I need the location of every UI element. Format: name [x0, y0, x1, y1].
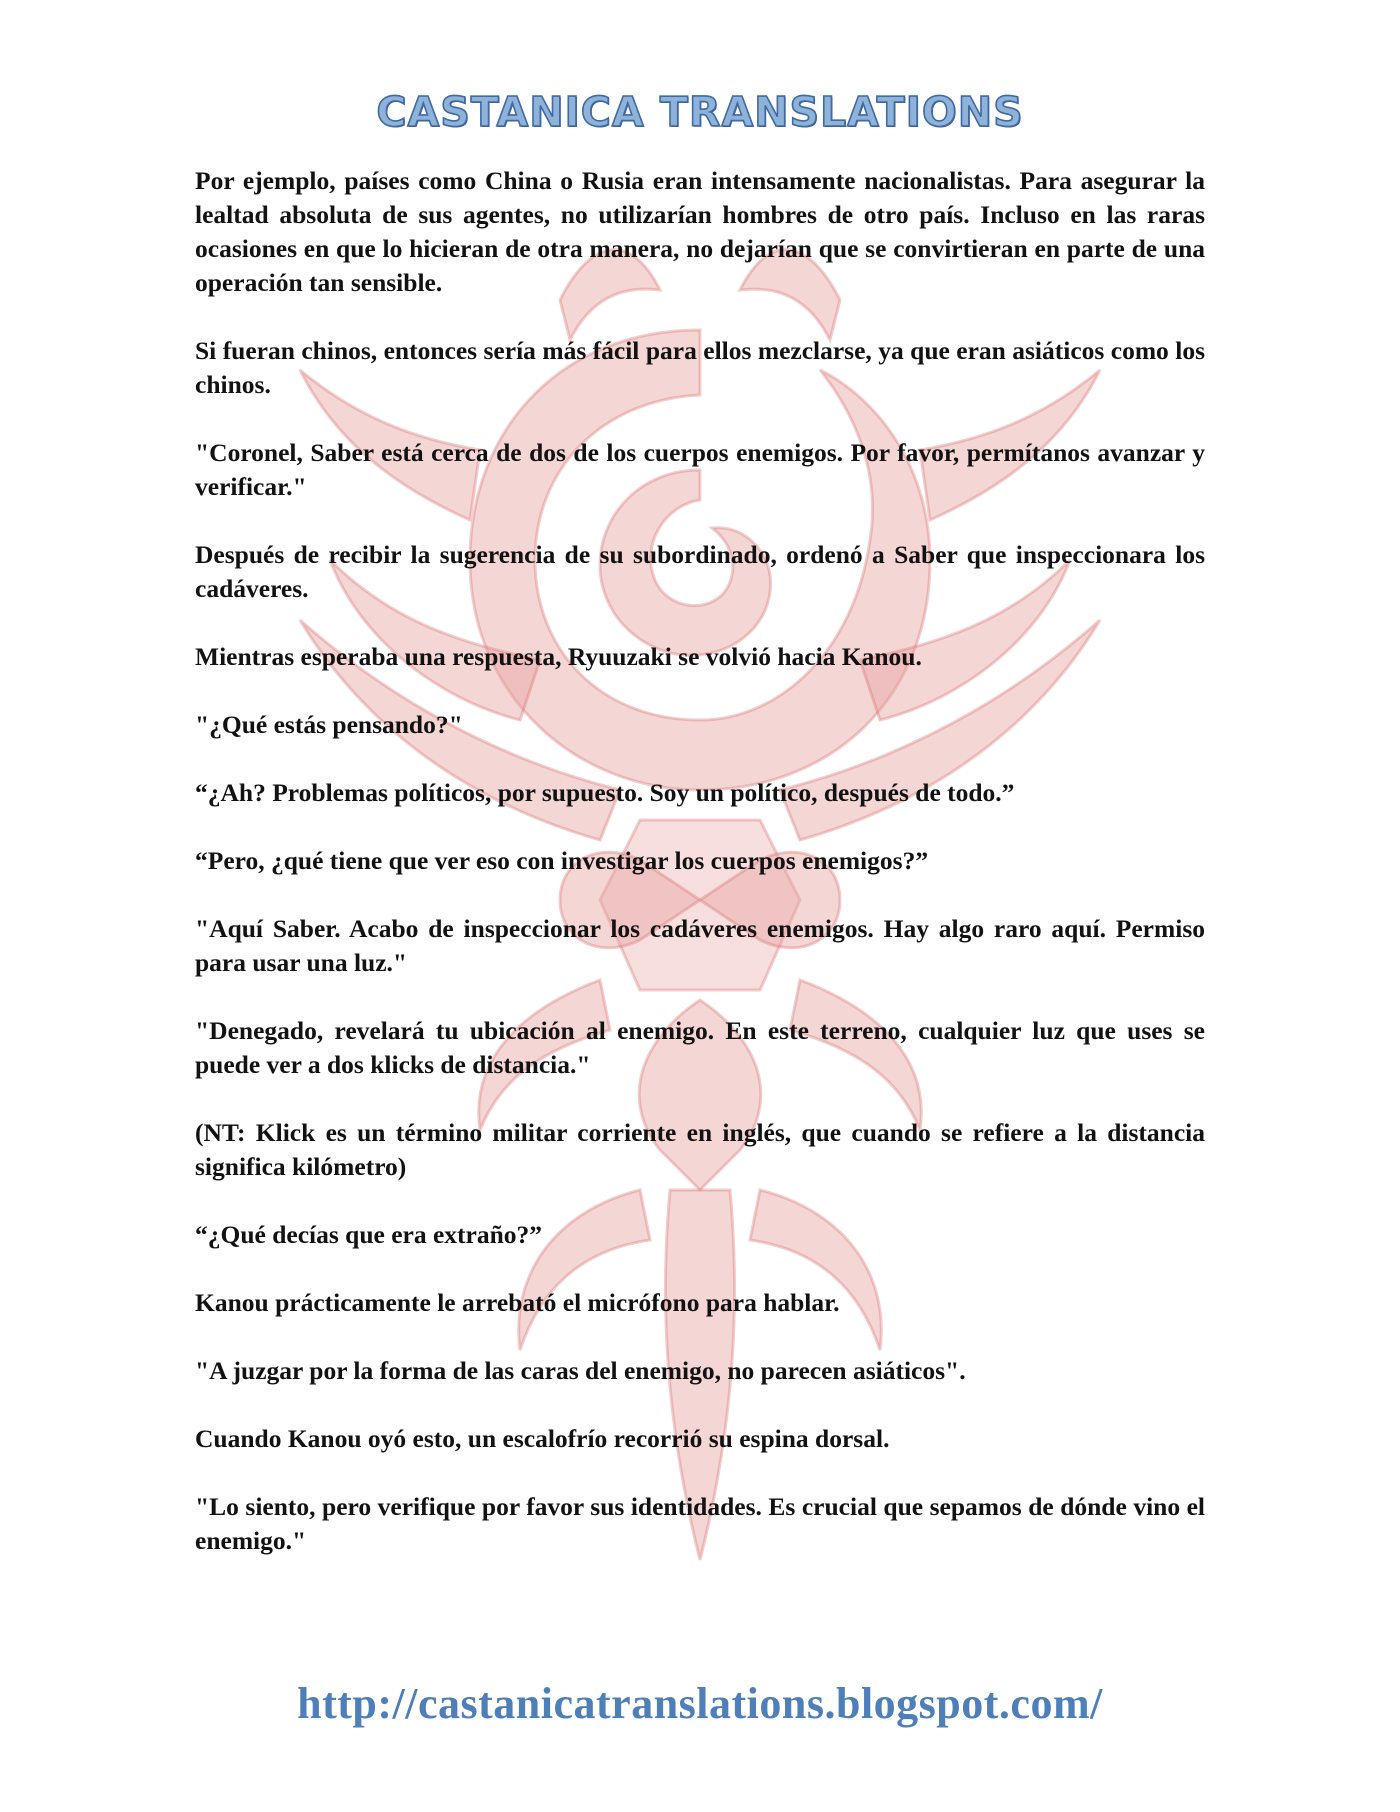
paragraph: (NT: Klick es un término militar corriente en inglés, que cuando se refiere a la distancia significa kilómetro): [195, 1118, 1205, 1181]
blog-url-link[interactable]: http://castanicatranslations.blogspot.com/: [297, 1679, 1103, 1728]
paragraph: Mientras esperaba una respuesta, Ryuuzaki se volvió hacia Kanou.: [195, 642, 922, 671]
site-title: CASTANICA TRANSLATIONS: [376, 88, 1024, 136]
paragraph: Si fueran chinos, entonces sería más fácil para ellos mezclarse, ya que eran asiáticos como los chinos.: [195, 336, 1205, 399]
paragraph: “Pero, ¿qué tiene que ver eso con investigar los cuerpos enemigos?”: [195, 846, 929, 875]
paragraph: Después de recibir la sugerencia de su subordinado, ordenó a Saber que inspeccionara los cadáveres.: [195, 540, 1205, 603]
paragraph: Kanou prácticamente le arrebató el micrófono para hablar.: [195, 1288, 840, 1317]
paragraph: “¿Qué decías que era extraño?”: [195, 1220, 543, 1249]
paragraph: "Denegado, revelará tu ubicación al enemigo. En este terreno, cualquier luz que uses se puede ver a dos klicks de distancia.": [195, 1016, 1205, 1079]
paragraph: Cuando Kanou oyó esto, un escalofrío recorrió su espina dorsal.: [195, 1424, 890, 1453]
paragraph: "A juzgar por la forma de las caras del enemigo, no parecen asiáticos".: [195, 1356, 966, 1385]
paragraph: "Lo siento, pero verifique por favor sus identidades. Es crucial que sepamos de dónde vino el enemigo.": [195, 1492, 1205, 1555]
chapter-text: [195, 164, 1205, 1592]
paragraph: Por ejemplo, países como China o Rusia eran intensamente nacionalistas. Para asegurar la lealtad absoluta de sus agentes, no utilizarían hombres de otro país. Incluso en las raras ocasiones en que lo hicieran de otra manera, no dejarían que se convirtieran en parte de una operación tan sensible.: [195, 166, 1205, 297]
paragraph: "Coronel, Saber está cerca de dos de los cuerpos enemigos. Por favor, permítanos avanzar y verificar.": [195, 438, 1205, 501]
paragraph: "Aquí Saber. Acabo de inspeccionar los cadáveres enemigos. Hay algo raro aquí. Permiso para usar una luz.": [195, 914, 1205, 977]
paragraph: “¿Ah? Problemas políticos, por supuesto. Soy un político, después de todo.”: [195, 778, 1015, 807]
paragraph: "¿Qué estás pensando?": [195, 710, 463, 739]
